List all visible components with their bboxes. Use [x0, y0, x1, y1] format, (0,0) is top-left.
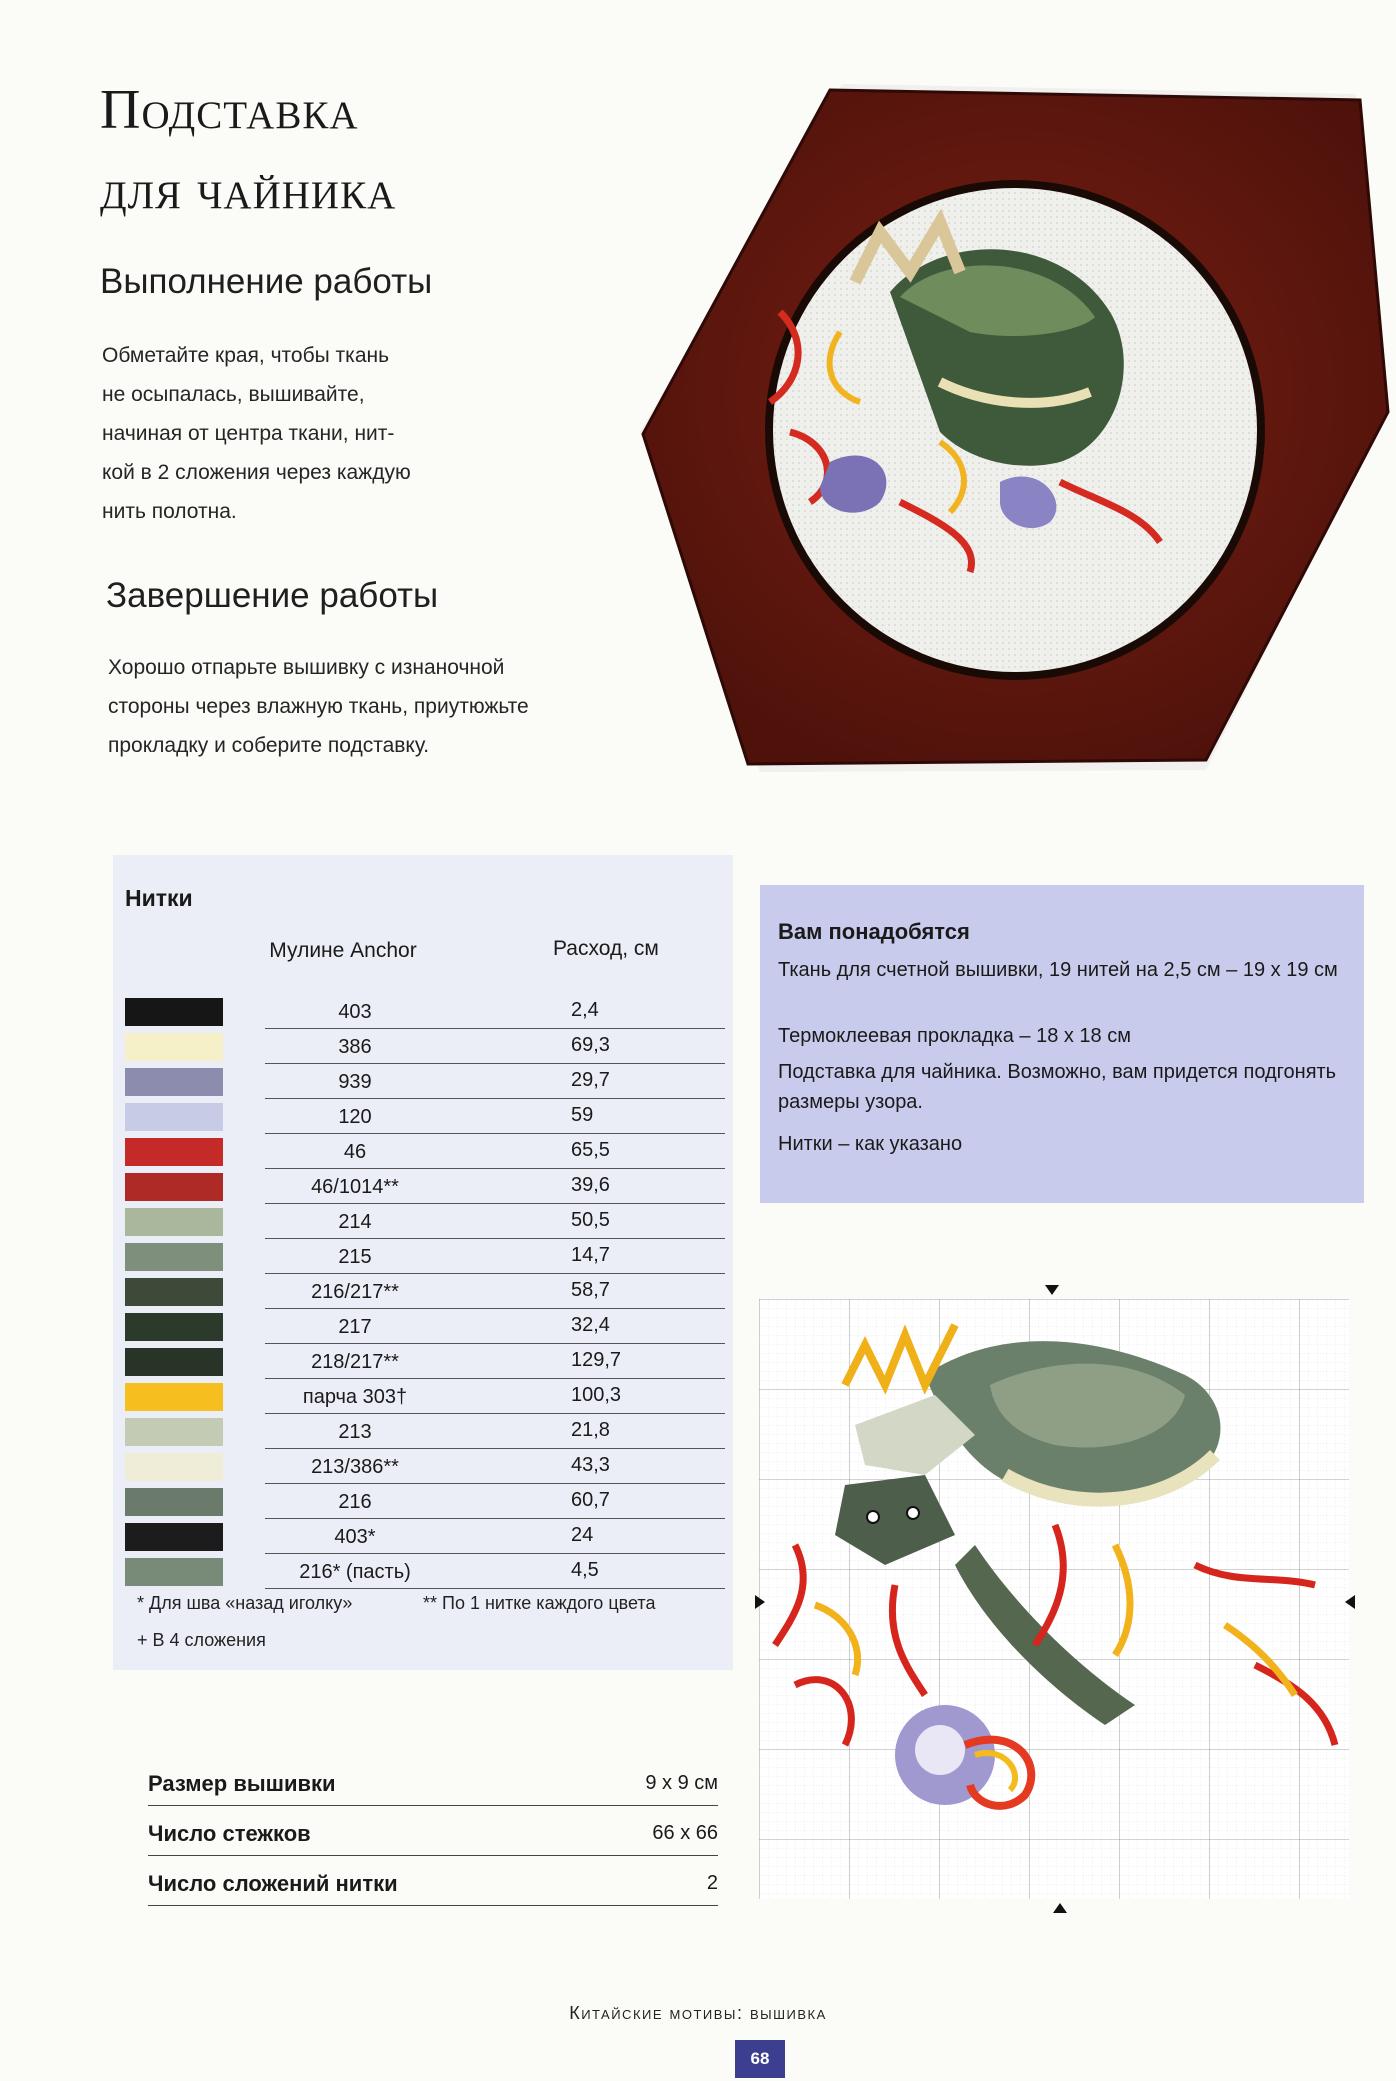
completion-line: прокладку и соберите подставку.: [108, 734, 430, 757]
spec-value: 66 х 66: [652, 1822, 718, 1844]
spec-row: [148, 1757, 718, 1806]
thread-amount: 39,6: [571, 1174, 610, 1196]
thread-swatch: [125, 1313, 223, 1341]
thread-swatch: [125, 1488, 223, 1516]
supplies-title: Вам понадобятся: [778, 919, 970, 944]
thread-code: 46/1014**: [311, 1176, 399, 1198]
thread-row: [125, 1030, 729, 1064]
spec-row: [148, 1807, 718, 1856]
book-title-footer: Китайские мотивы: вышивка: [569, 2003, 827, 2023]
thread-code: 46: [343, 1141, 367, 1163]
thread-amount: 14,7: [571, 1244, 610, 1266]
thread-amount: 65,5: [571, 1139, 610, 1161]
thread-code: 403: [338, 1001, 372, 1023]
thread-code: 216/217**: [311, 1281, 399, 1303]
spec-value: 2: [706, 1872, 718, 1894]
thread-swatch: [125, 1418, 223, 1446]
thread-code: 403*: [334, 1526, 376, 1548]
thread-swatch: [125, 1558, 223, 1586]
completion-text: [108, 648, 529, 765]
execution-line: не осыпалась, вышивайте,: [102, 383, 365, 406]
execution-line: начиная от центра ткани, нит-: [102, 422, 395, 445]
thread-code: 213/386**: [311, 1456, 399, 1478]
supply-item: Ткань для счетной вышивки, 19 нитей на 2,5 см – 19 х 19 см: [778, 959, 1338, 981]
thread-amount: 32,4: [571, 1314, 610, 1336]
thread-row: [125, 1065, 729, 1099]
spec-row: [148, 1857, 718, 1906]
thread-row: [125, 1450, 729, 1484]
page-number: 68: [735, 2040, 785, 2078]
thread-amount: 100,3: [571, 1384, 622, 1406]
thread-code: 213: [338, 1421, 372, 1443]
thread-row: [125, 1275, 729, 1309]
thread-row: [125, 995, 729, 1029]
teapot-stand-photo: [640, 82, 1390, 782]
thread-swatch: [125, 1243, 223, 1271]
title-line-2: для чайника: [100, 159, 397, 221]
supply-item: Термоклеевая прокладка – 18 х 18 см: [778, 1025, 1131, 1047]
center-marker-top: [1045, 1285, 1059, 1295]
thread-amount: 43,3: [571, 1454, 610, 1476]
spec-label: Размер вышивки: [148, 1771, 336, 1796]
thread-amount: 129,7: [571, 1349, 622, 1371]
col-header-code: Мулине Anchor: [269, 939, 417, 962]
thread-code: 386: [338, 1036, 372, 1058]
thread-code: 217: [338, 1316, 372, 1338]
threads-title: Нитки: [125, 885, 193, 911]
thread-row: [125, 1240, 729, 1274]
thread-amount: 29,7: [571, 1069, 610, 1091]
center-marker-bottom: [1053, 1903, 1067, 1913]
thread-swatch: [125, 1348, 223, 1376]
thread-amount: 60,7: [571, 1489, 610, 1511]
thread-row: [125, 1345, 729, 1379]
thread-amount: 59: [571, 1104, 594, 1126]
thread-swatch: [125, 1033, 223, 1061]
supplies-panel: [760, 885, 1364, 1203]
thread-row: [125, 1170, 729, 1204]
execution-line: кой в 2 сложения через каждую: [102, 461, 411, 484]
thread-code: 215: [338, 1246, 372, 1268]
thread-swatch: [125, 1173, 223, 1201]
thread-amount: 58,7: [571, 1279, 610, 1301]
thread-code: 216* (пасть): [299, 1561, 411, 1583]
execution-text: [102, 336, 411, 531]
thread-row: [125, 1205, 729, 1239]
execution-line: нить полотна.: [102, 500, 237, 523]
completion-line: стороны через влажную ткань, приутюжьте: [108, 695, 529, 718]
thread-swatch: [125, 1383, 223, 1411]
thread-code: 214: [338, 1211, 372, 1233]
threads-panel: [113, 855, 733, 1670]
thread-row: [125, 1555, 729, 1589]
thread-row: [125, 1135, 729, 1169]
supply-item: Подставка для чайника. Возможно, вам придется подгонять размеры узора.: [778, 1061, 1337, 1113]
thread-swatch: [125, 1523, 223, 1551]
footnote-one-strand: ** По 1 нитке каждого цвета: [423, 1593, 656, 1613]
thread-swatch: [125, 1138, 223, 1166]
cross-stitch-chart: [755, 1285, 1355, 1915]
footnote-four-strands: + В 4 сложения: [137, 1630, 266, 1650]
completion-line: Хорошо отпарьте вышивку с изнаночной: [108, 656, 505, 679]
thread-row: [125, 1520, 729, 1554]
thread-row: [125, 1380, 729, 1414]
thread-swatch: [125, 1278, 223, 1306]
execution-line: Обметайте края, чтобы ткань: [102, 344, 390, 367]
thread-code: 218/217**: [311, 1351, 399, 1373]
thread-amount: 21,8: [571, 1419, 610, 1441]
thread-row: [125, 1485, 729, 1519]
thread-amount: 24: [571, 1524, 594, 1546]
thread-code: 216: [338, 1491, 372, 1513]
thread-swatch: [125, 1103, 223, 1131]
thread-amount: 2,4: [571, 999, 599, 1021]
page-title: [100, 70, 396, 230]
col-header-amount: Расход, см: [553, 937, 659, 960]
thread-amount: 69,3: [571, 1034, 610, 1056]
spec-label: Число стежков: [148, 1821, 311, 1846]
thread-row: [125, 1100, 729, 1134]
thread-swatch: [125, 1208, 223, 1236]
thread-code: 120: [338, 1106, 372, 1128]
supply-item: Нитки – как указано: [778, 1133, 963, 1155]
thread-swatch: [125, 1453, 223, 1481]
completion-heading: Завершение работы: [106, 576, 439, 615]
spec-value: 9 х 9 см: [645, 1772, 718, 1794]
spec-label: Число сложений нитки: [148, 1871, 398, 1896]
thread-amount: 4,5: [571, 1559, 599, 1581]
title-line-1: Подставка: [100, 79, 359, 141]
execution-heading: Выполнение работы: [100, 262, 433, 301]
thread-swatch: [125, 1068, 223, 1096]
thread-amount: 50,5: [571, 1209, 610, 1231]
thread-swatch: [125, 998, 223, 1026]
thread-row: [125, 1415, 729, 1449]
thread-row: [125, 1310, 729, 1344]
footnote-backstitch: * Для шва «назад иголку»: [137, 1593, 353, 1613]
thread-code: парча 303†: [302, 1386, 408, 1408]
thread-code: 939: [338, 1071, 372, 1093]
